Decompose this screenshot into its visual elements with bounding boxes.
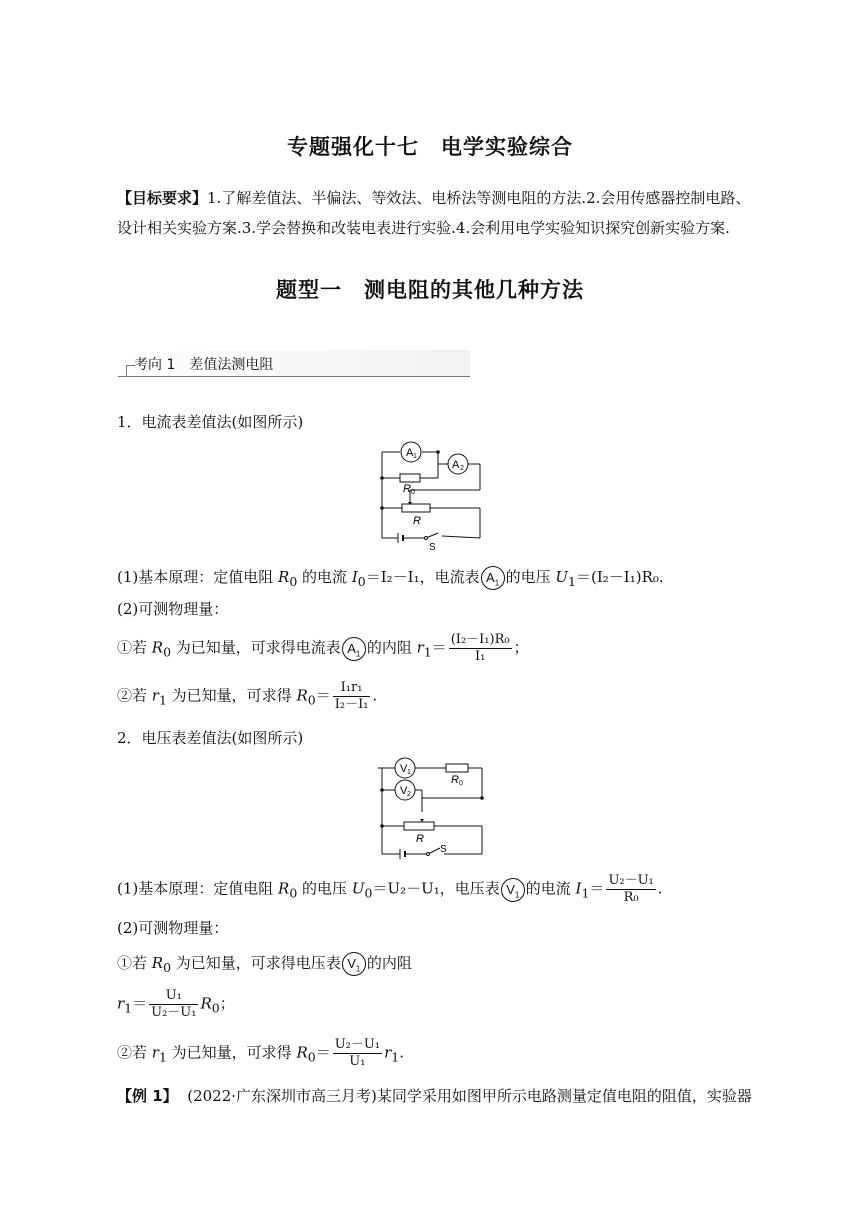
fraction-denominator: I₂－I₁ xyxy=(334,697,369,712)
text-run: 的内阻 xyxy=(366,638,417,657)
a1-letter: A xyxy=(406,447,414,459)
method2-case1: ①若 $R_0$ 为已知量，可求得电压表 $V_1$ 的内阻 xyxy=(117,954,412,975)
text-run: ①若 xyxy=(117,954,152,972)
method2-case1-formula: $r_1=$ $\frac{\text{U₁}}{\text{U₂－U₁}}$ $R_0$； xyxy=(117,988,235,1020)
ammeter-a1-icon: $A_1$ xyxy=(481,566,505,590)
v1-sub: 1 xyxy=(407,769,411,776)
text-run: 为已知量，可求得电压表 xyxy=(171,954,341,972)
voltmeter-v1-icon xyxy=(395,758,415,778)
example-text: (2022·广东深圳市高三月考)某同学采用如图甲所示电路测量定值电阻的阻值，实验器 xyxy=(187,1087,752,1105)
text-run: ①若 xyxy=(117,638,152,657)
goal-paragraph xyxy=(117,183,753,243)
fraction xyxy=(333,680,371,713)
goal-tag: 【目标要求】 xyxy=(117,189,208,207)
text-run: 为已知量，可求得电流表 xyxy=(171,638,341,657)
rheostat-label: R xyxy=(416,833,424,845)
fraction-denominator: U₁ xyxy=(349,1054,366,1069)
r0-sub: 0 xyxy=(459,780,463,787)
example-tag: 【例 1】 xyxy=(117,1087,178,1105)
fraction xyxy=(333,1037,382,1070)
fraction xyxy=(606,873,655,906)
text-run: ＝I₂－I₁，电流表 xyxy=(365,568,480,586)
voltmeter-v1-icon: $V_1$ xyxy=(342,952,366,976)
kaoxiang-label: 考向 1 差值法测电阻 xyxy=(134,357,274,373)
voltmeter-circuit-diagram xyxy=(370,756,492,864)
fraction xyxy=(149,988,198,1021)
r0-sub: 0 xyxy=(411,489,415,496)
example-line xyxy=(117,1085,752,1107)
method1-case1: ①若 $R_0$ 为已知量，可求得电流表 $A_1$ 的内阻 $r_1=$ $\frac{\text{(I₂－I₁)R₀}}{\text{I₁}}$ ； xyxy=(117,632,529,664)
r0-label: R xyxy=(451,774,459,786)
text-run: ②若 xyxy=(117,686,152,705)
page-title: 专题强化十七 电学实验综合 xyxy=(287,135,573,159)
text-run: ②若 xyxy=(117,1043,152,1062)
v2-sub: 2 xyxy=(407,791,411,798)
switch-label: S xyxy=(429,542,436,550)
method1-heading: 1．电流表差值法(如图所示) xyxy=(117,413,304,431)
kaoxiang-banner xyxy=(118,350,470,377)
text-run: (1)基本原理：定值电阻 xyxy=(117,568,279,586)
fraction xyxy=(449,632,512,665)
fraction-denominator: U₂－U₁ xyxy=(151,1005,197,1020)
a2-sub: 2 xyxy=(460,465,464,472)
fraction-numerator: U₂－U₁ xyxy=(608,873,654,888)
fraction-denominator: R₀ xyxy=(623,890,639,905)
fraction-numerator: U₂－U₁ xyxy=(334,1037,381,1052)
voltmeter-v1-icon: $V_1$ xyxy=(501,878,525,902)
method2-principle: (1)基本原理：定值电阻 $R_0$ 的电压 $U_0=U_2-U_1$，电压表 $V_1$ 的电流 $I_1=$ $\frac{\text{U₂－U₁}}{\text{R₀}}$ . xyxy=(117,873,663,905)
text-run: 为已知量，可求得 xyxy=(166,1043,297,1062)
text-run: 为已知量，可求得 xyxy=(166,686,297,705)
ammeter-a1-icon xyxy=(401,442,421,462)
text-run: 的电流 xyxy=(297,568,352,586)
fraction-numerator: (I₂－I₁)R₀ xyxy=(450,632,510,647)
text-run: 的内阻 xyxy=(366,954,412,972)
ammeter-circuit-diagram xyxy=(370,438,490,550)
fraction-denominator: I₁ xyxy=(474,649,486,664)
section-title: 题型一 测电阻的其他几种方法 xyxy=(276,278,584,302)
method2-case2: ②若 $r_1$ 为已知量，可求得 $R_0=$ $\frac{\text{U₂－U₁}}{\text{U₁}}$ $r_1$. xyxy=(117,1037,404,1069)
method1-measure: (2)可测物理量： xyxy=(117,600,229,618)
a1-sub: 1 xyxy=(413,453,417,460)
text-run: 的电压 xyxy=(297,879,352,898)
method1-principle: (1)基本原理：定值电阻 $R_0$ 的电流 $I_0=I_2-I_1$，电流表 $A_1$ 的电压 $U_1=(I_2-I_1)R_0$. xyxy=(117,568,664,589)
method1-case2: ②若 $r_1$ 为已知量，可求得 $R_0=$ $\frac{\text{I₁r₁}}{\text{I₂－I₁}}$ . xyxy=(117,680,378,712)
v2-letter: V xyxy=(400,785,408,797)
text-run: ＝U₂－U₁，电压表 xyxy=(372,879,500,898)
rheostat-label: R xyxy=(413,515,421,527)
a2-letter: A xyxy=(452,459,460,471)
method2-heading: 2．电压表差值法(如图所示) xyxy=(117,729,304,747)
ammeter-a2-icon xyxy=(448,454,468,474)
text-run: (1)基本原理：定值电阻 xyxy=(117,879,279,898)
text-run: ＝(I₂－I₁)R₀. xyxy=(576,568,664,586)
method2-measure: (2)可测物理量： xyxy=(117,919,229,937)
text-run: 的电压 xyxy=(505,568,556,586)
v1-letter: V xyxy=(400,763,408,775)
voltmeter-v2-icon xyxy=(395,780,415,800)
text-run: 的电流 xyxy=(525,879,576,898)
switch-label: S xyxy=(440,844,447,855)
fraction-numerator: U₁ xyxy=(149,988,198,1005)
ammeter-a1-icon: $A_1$ xyxy=(342,637,366,661)
goal-text: 1.了解差值法、半偏法、等效法、电桥法等测电阻的方法.2.会用传感器控制电路、设计相关实验方案.3.学会替换和改装电表进行实验.4.会利用电学实验知识探究创新实验方案. xyxy=(117,189,751,237)
fraction-numerator: I₁r₁ xyxy=(333,680,371,697)
r0-label: R xyxy=(403,483,411,495)
